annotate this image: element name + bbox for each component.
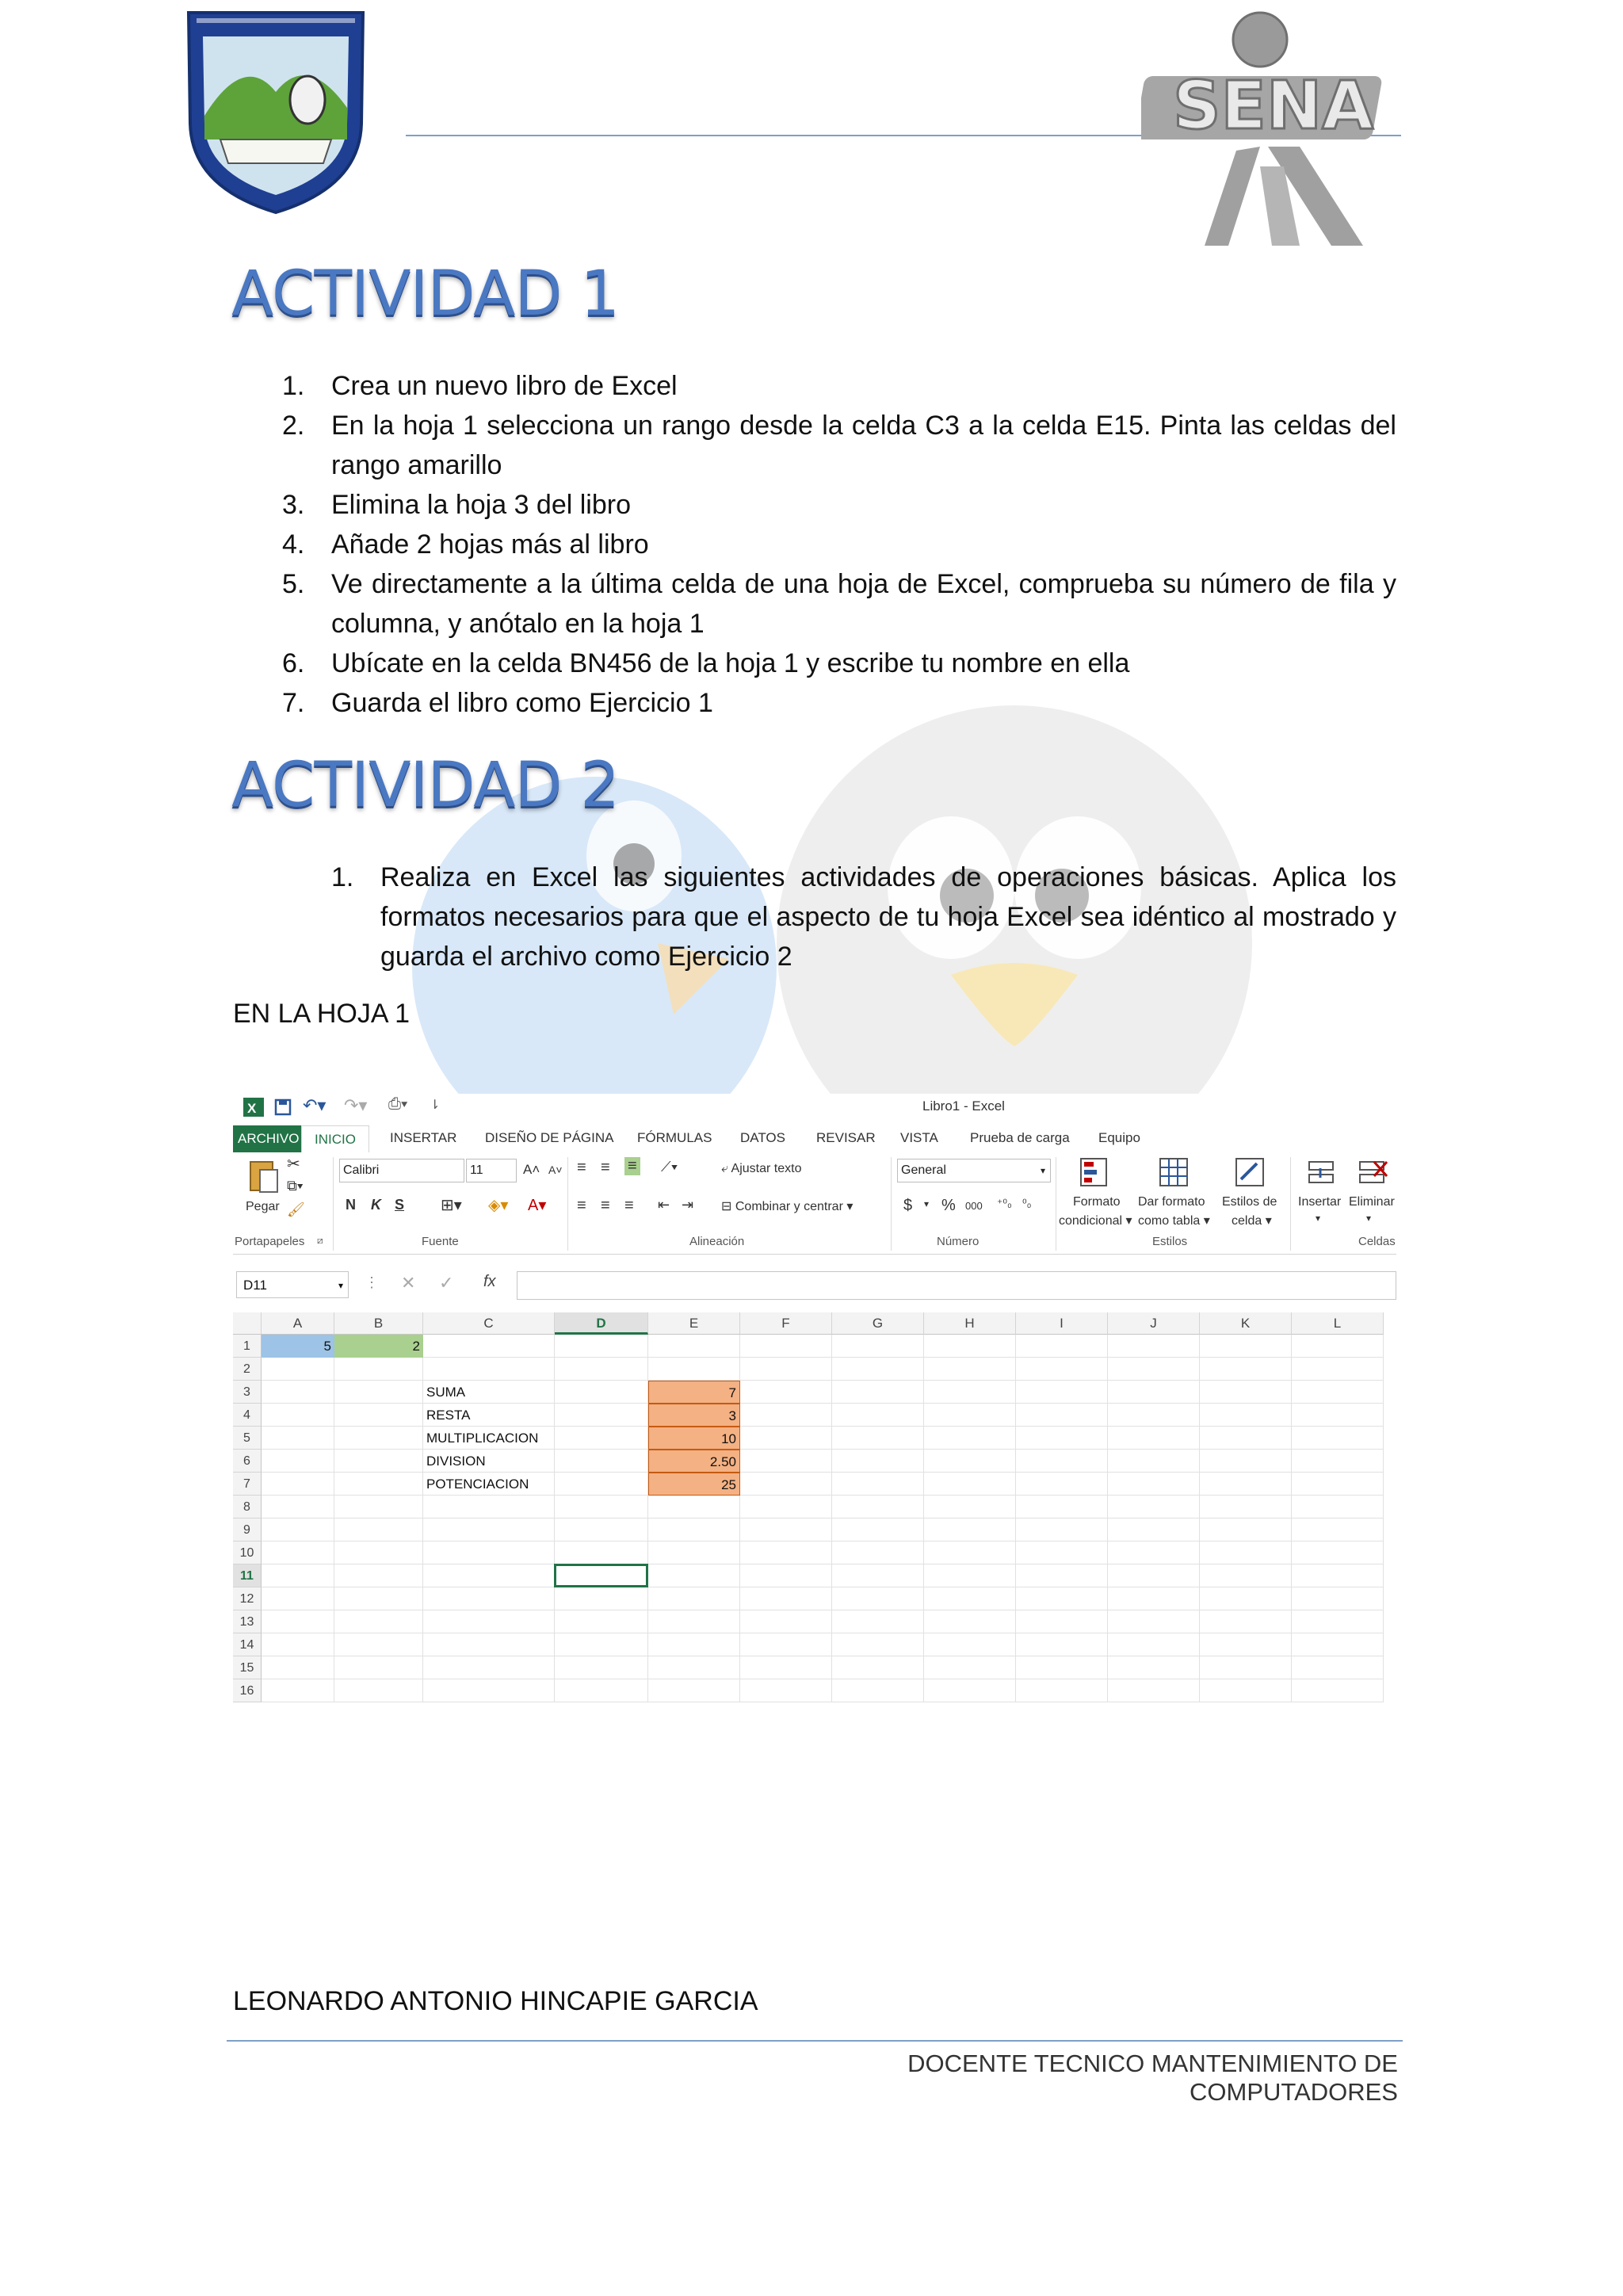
grid-line — [1291, 1335, 1292, 1702]
cancel-icon[interactable]: ✕ — [401, 1273, 416, 1293]
borders-icon[interactable]: ⊞▾ — [441, 1197, 462, 1214]
formula-input[interactable] — [517, 1271, 1396, 1300]
decrease-indent-icon[interactable]: ⇤ — [658, 1197, 670, 1213]
group-alineacion: Alineación — [689, 1235, 745, 1248]
school-shield-logo — [173, 5, 379, 219]
grid-line — [1015, 1335, 1016, 1702]
hoja-1-subheading: EN LA HOJA 1 — [233, 999, 410, 1029]
tab-diseno-pagina[interactable]: DISEÑO DE PÁGINA — [485, 1130, 614, 1145]
insert-function-icon[interactable]: fx — [483, 1273, 496, 1290]
grid-line — [1107, 1335, 1108, 1702]
chevron-down-icon[interactable]: ▾ — [1366, 1213, 1372, 1224]
group-estilos: Estilos — [1152, 1235, 1188, 1248]
copy-icon[interactable]: ⧉▾ — [287, 1178, 304, 1194]
cut-icon[interactable]: ✂ — [287, 1156, 300, 1173]
quick-access-toolbar — [233, 1094, 1396, 1119]
decrease-font-icon[interactable]: A˅ — [548, 1163, 563, 1176]
tab-revisar[interactable]: REVISAR — [816, 1130, 876, 1145]
tab-formulas[interactable]: FÓRMULAS — [637, 1130, 712, 1145]
tab-insertar[interactable]: INSERTAR — [390, 1130, 457, 1145]
save-icon[interactable] — [274, 1098, 292, 1116]
column-header-e[interactable]: E — [648, 1312, 740, 1335]
format-painter-icon[interactable]: 🖌 — [287, 1201, 305, 1217]
chevron-down-icon[interactable]: ▾ — [924, 1198, 930, 1209]
format-as-table-label-2[interactable]: como tabla ▾ — [1138, 1214, 1210, 1228]
delete-cells-label[interactable]: Eliminar — [1349, 1195, 1395, 1209]
tab-datos[interactable]: DATOS — [740, 1130, 785, 1145]
actividad-2-title: ACTIVIDAD 2 — [231, 750, 619, 821]
number-format-select[interactable]: General ▾ — [897, 1159, 1051, 1182]
chevron-down-icon: ▾ — [338, 1280, 343, 1291]
row-header-15[interactable]: 15 — [233, 1656, 262, 1679]
bold-button[interactable]: N — [346, 1197, 356, 1213]
format-as-table-icon[interactable] — [1157, 1156, 1190, 1190]
cell-e3[interactable]: 7 — [648, 1381, 740, 1404]
more-options-icon: ⋮ — [365, 1274, 379, 1290]
column-header-k[interactable]: K — [1200, 1312, 1292, 1335]
row-header-9[interactable]: 9 — [233, 1519, 262, 1541]
column-header-j[interactable]: J — [1108, 1312, 1200, 1335]
column-header-c[interactable]: C — [423, 1312, 555, 1335]
column-header-h[interactable]: H — [924, 1312, 1016, 1335]
tab-inicio[interactable]: INICIO — [301, 1125, 369, 1153]
cell-c7[interactable]: POTENCIACION — [426, 1477, 529, 1492]
column-header-g[interactable]: G — [832, 1312, 924, 1335]
align-middle-icon[interactable]: ≡ — [601, 1159, 610, 1176]
column-header-l[interactable]: L — [1292, 1312, 1384, 1335]
excel-app-icon — [242, 1097, 265, 1117]
italic-button[interactable]: K — [371, 1197, 381, 1213]
chevron-down-icon: ▾ — [1040, 1165, 1045, 1176]
footer-rule — [227, 2040, 1403, 2042]
grid-line — [1199, 1335, 1200, 1702]
thousands-button[interactable]: 000 — [965, 1200, 983, 1212]
align-center-icon[interactable]: ≡ — [601, 1197, 610, 1214]
undo-icon[interactable]: ↶▾ — [303, 1095, 327, 1115]
active-cell-selection[interactable] — [554, 1564, 648, 1587]
orientation-icon[interactable]: ⟋▾ — [661, 1159, 678, 1175]
align-right-icon[interactable]: ≡ — [624, 1197, 634, 1214]
row-header-13[interactable]: 13 — [233, 1610, 262, 1633]
format-as-table-label-1[interactable]: Dar formato — [1138, 1195, 1205, 1209]
increase-font-icon[interactable]: A˄ — [523, 1162, 540, 1177]
tab-vista[interactable]: VISTA — [900, 1130, 938, 1145]
percent-button[interactable]: % — [941, 1197, 956, 1214]
name-box[interactable]: D11 ▾ — [236, 1271, 349, 1298]
tab-equipo[interactable]: Equipo — [1098, 1130, 1140, 1145]
column-header-f[interactable]: F — [740, 1312, 832, 1335]
cell-e5[interactable]: 10 — [648, 1427, 740, 1450]
row-header-2[interactable]: 2 — [233, 1358, 262, 1381]
cell-e6[interactable]: 2.50 — [648, 1450, 740, 1473]
chevron-down-icon[interactable]: ▾ — [1316, 1213, 1321, 1224]
author-role: DOCENTE TECNICO MANTENIMIENTO DE COMPUTADORES — [907, 2050, 1398, 2106]
ribbon-tabs — [233, 1125, 1396, 1153]
cell-styles-label-2[interactable]: celda ▾ — [1232, 1214, 1272, 1228]
row-header-11[interactable]: 11 — [233, 1564, 262, 1587]
cell-a1[interactable]: 5 — [262, 1335, 334, 1358]
sena-wordmark: SENA — [1173, 67, 1374, 144]
grid-line — [262, 1518, 1384, 1519]
customize-toolbar-icon[interactable]: ⇂ — [430, 1098, 441, 1112]
enter-icon[interactable]: ✓ — [439, 1273, 454, 1293]
group-portapapeles: Portapapeles — [235, 1235, 305, 1248]
excel-screenshot — [233, 1094, 1396, 1709]
actividad-1-title: ACTIVIDAD 1 — [231, 258, 619, 330]
row-header-7[interactable]: 7 — [233, 1473, 262, 1496]
cell-c6[interactable]: DIVISION — [426, 1454, 486, 1469]
font-color-icon[interactable]: A▾ — [528, 1197, 547, 1214]
cell-e4[interactable]: 3 — [648, 1404, 740, 1427]
cell-c4[interactable]: RESTA — [426, 1408, 471, 1423]
conditional-format-label-1[interactable]: Formato — [1073, 1195, 1121, 1209]
row-header-5[interactable]: 5 — [233, 1427, 262, 1450]
underline-button[interactable]: S — [395, 1197, 405, 1213]
decrease-decimal-icon[interactable]: ⁰₀ — [1022, 1197, 1032, 1209]
cell-c5[interactable]: MULTIPLICACION — [426, 1431, 539, 1446]
cell-b1[interactable]: 2 — [334, 1335, 423, 1358]
cell-c3[interactable]: SUMA — [426, 1385, 466, 1400]
paste-icon[interactable] — [247, 1157, 279, 1195]
group-celdas: Celdas — [1358, 1235, 1396, 1248]
conditional-format-icon[interactable] — [1078, 1156, 1111, 1190]
align-top-icon[interactable]: ≡ — [577, 1159, 586, 1176]
ribbon — [233, 1152, 1396, 1255]
font-size-select[interactable]: 11 — [466, 1159, 517, 1182]
column-header-i[interactable]: I — [1016, 1312, 1108, 1335]
row-header-4[interactable]: 4 — [233, 1404, 262, 1427]
column-header-d[interactable]: D — [555, 1312, 648, 1335]
grid-line — [923, 1335, 924, 1702]
cell-e7[interactable]: 25 — [648, 1473, 740, 1496]
select-all-corner[interactable] — [233, 1312, 262, 1335]
column-header-a[interactable]: A — [262, 1312, 334, 1335]
grid-line — [831, 1335, 832, 1702]
grid-line — [262, 1357, 1384, 1358]
merge-center-button[interactable]: ⊟ Combinar y centrar ▾ — [721, 1200, 854, 1213]
fill-color-icon[interactable]: ◈▾ — [488, 1197, 509, 1214]
increase-indent-icon[interactable]: ⇥ — [682, 1197, 694, 1213]
group-fuente: Fuente — [422, 1235, 459, 1248]
increase-decimal-icon[interactable]: ⁺⁰₀ — [997, 1197, 1012, 1209]
row-header-10[interactable]: 10 — [233, 1541, 262, 1564]
grid-line — [1383, 1335, 1384, 1702]
row-header-3[interactable]: 3 — [233, 1381, 262, 1404]
print-preview-icon[interactable]: ⎙▾ — [388, 1095, 408, 1113]
currency-button[interactable]: $ — [903, 1197, 913, 1214]
svg-text:X: X — [247, 1101, 257, 1116]
tab-archivo[interactable]: ARCHIVO — [233, 1125, 304, 1152]
formula-bar — [233, 1270, 1396, 1301]
row-header-6[interactable]: 6 — [233, 1450, 262, 1473]
window-title: Libro1 - Excel — [922, 1098, 1005, 1114]
delete-cells-icon[interactable] — [1355, 1156, 1388, 1190]
row-header-16[interactable]: 16 — [233, 1679, 262, 1702]
align-left-icon[interactable]: ≡ — [577, 1197, 586, 1214]
paste-label[interactable]: Pegar — [246, 1200, 280, 1213]
cell-styles-label-1[interactable]: Estilos de — [1222, 1195, 1277, 1209]
conditional-format-label-2[interactable]: condicional ▾ — [1059, 1214, 1132, 1228]
sena-logo — [1141, 8, 1411, 262]
align-bottom-icon[interactable]: ≡ — [624, 1157, 640, 1175]
wrap-text-button[interactable]: ⤶ Ajustar texto — [721, 1162, 802, 1175]
row-header-14[interactable]: 14 — [233, 1633, 262, 1656]
redo-icon[interactable]: ↷▾ — [344, 1095, 368, 1115]
group-numero: Número — [937, 1235, 980, 1248]
cell-styles-icon[interactable] — [1233, 1156, 1266, 1190]
row-header-8[interactable]: 8 — [233, 1496, 262, 1519]
author-name: LEONARDO ANTONIO HINCAPIE GARCIA — [233, 1986, 758, 2016]
insert-cells-icon[interactable] — [1304, 1156, 1338, 1190]
row-header-12[interactable]: 12 — [233, 1587, 262, 1610]
dialog-launcher-icon[interactable]: ⧄ — [317, 1235, 323, 1246]
tab-prueba-de-carga[interactable]: Prueba de carga — [970, 1130, 1070, 1145]
column-header-b[interactable]: B — [334, 1312, 423, 1335]
row-header-1[interactable]: 1 — [233, 1335, 262, 1358]
insert-cells-label[interactable]: Insertar — [1298, 1195, 1342, 1209]
font-name-select[interactable]: Calibri — [339, 1159, 464, 1182]
